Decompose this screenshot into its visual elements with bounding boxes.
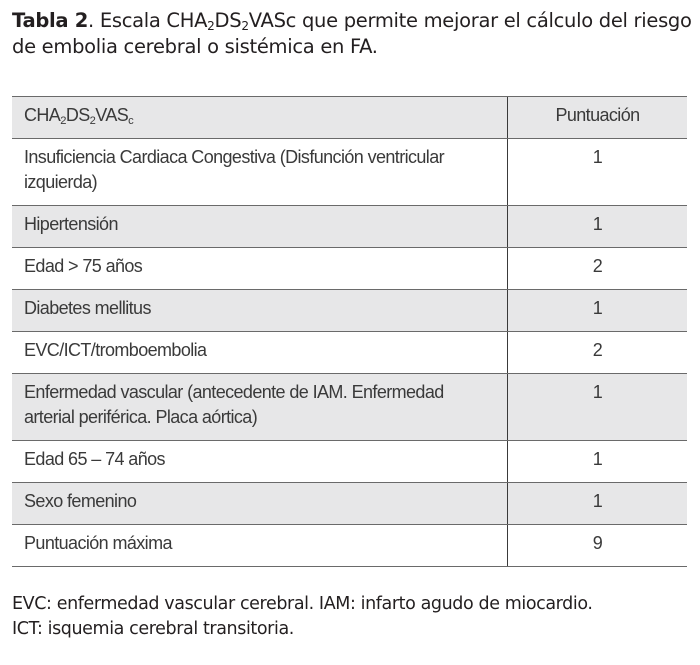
table-row-total xyxy=(12,525,687,567)
points-cell: 1 xyxy=(508,206,688,248)
cha2ds2vasc-table xyxy=(12,96,687,567)
caption-text-suffix: VASc que permite mejorar el cálculo del riesgo de embolia cerebral o sistémica en FA. xyxy=(12,9,692,58)
points-cell: 1 xyxy=(508,441,688,483)
criterion-cell: Insuficiencia Cardiaca Congestiva (Disfunción ventricular izquierda) xyxy=(12,139,508,206)
criterion-cell: Puntuación máxima xyxy=(12,525,508,567)
table-header-row xyxy=(12,97,687,139)
caption-subscript: 2 xyxy=(241,19,249,33)
points-cell: 9 xyxy=(508,525,688,567)
footnote-line: EVC: enfermedad vascular cerebral. IAM: infarto agudo de miocardio. xyxy=(12,594,593,614)
header-points: Puntuación xyxy=(508,97,688,139)
criterion-cell: Hipertensión xyxy=(12,206,508,248)
points-cell: 1 xyxy=(508,139,688,206)
table-footnotes xyxy=(12,592,700,642)
points-cell: 2 xyxy=(508,248,688,290)
points-cell: 1 xyxy=(508,290,688,332)
table-caption xyxy=(12,8,697,60)
table-row xyxy=(12,374,687,441)
criterion-cell: Diabetes mellitus xyxy=(12,290,508,332)
table-row xyxy=(12,206,687,248)
points-cell: 1 xyxy=(508,483,688,525)
table-row xyxy=(12,290,687,332)
table-row xyxy=(12,483,687,525)
criterion-cell: Edad > 75 años xyxy=(12,248,508,290)
footnote-line: ICT: isquemia cerebral transitoria. xyxy=(12,619,294,639)
table-row xyxy=(12,441,687,483)
header-criterion: $CHA_2DS_2VAS_c$ xyxy=(12,97,508,139)
criterion-cell: Enfermedad vascular (antecedente de IAM. Enfermedad arterial periférica. Placa aórtica) xyxy=(12,374,508,441)
criterion-cell: Edad 65 – 74 años xyxy=(12,441,508,483)
caption-text-mid: DS xyxy=(214,9,242,32)
table-row xyxy=(12,139,687,206)
caption-text-prefix: . Escala CHA xyxy=(88,9,208,32)
points-cell: 2 xyxy=(508,332,688,374)
caption-label: Tabla 2 xyxy=(12,9,89,32)
table-row xyxy=(12,332,687,374)
criterion-cell: Sexo femenino xyxy=(12,483,508,525)
caption-subscript: 2 xyxy=(207,19,215,33)
table-row xyxy=(12,248,687,290)
criterion-cell: EVC/ICT/tromboembolia xyxy=(12,332,508,374)
points-cell: 1 xyxy=(508,374,688,441)
